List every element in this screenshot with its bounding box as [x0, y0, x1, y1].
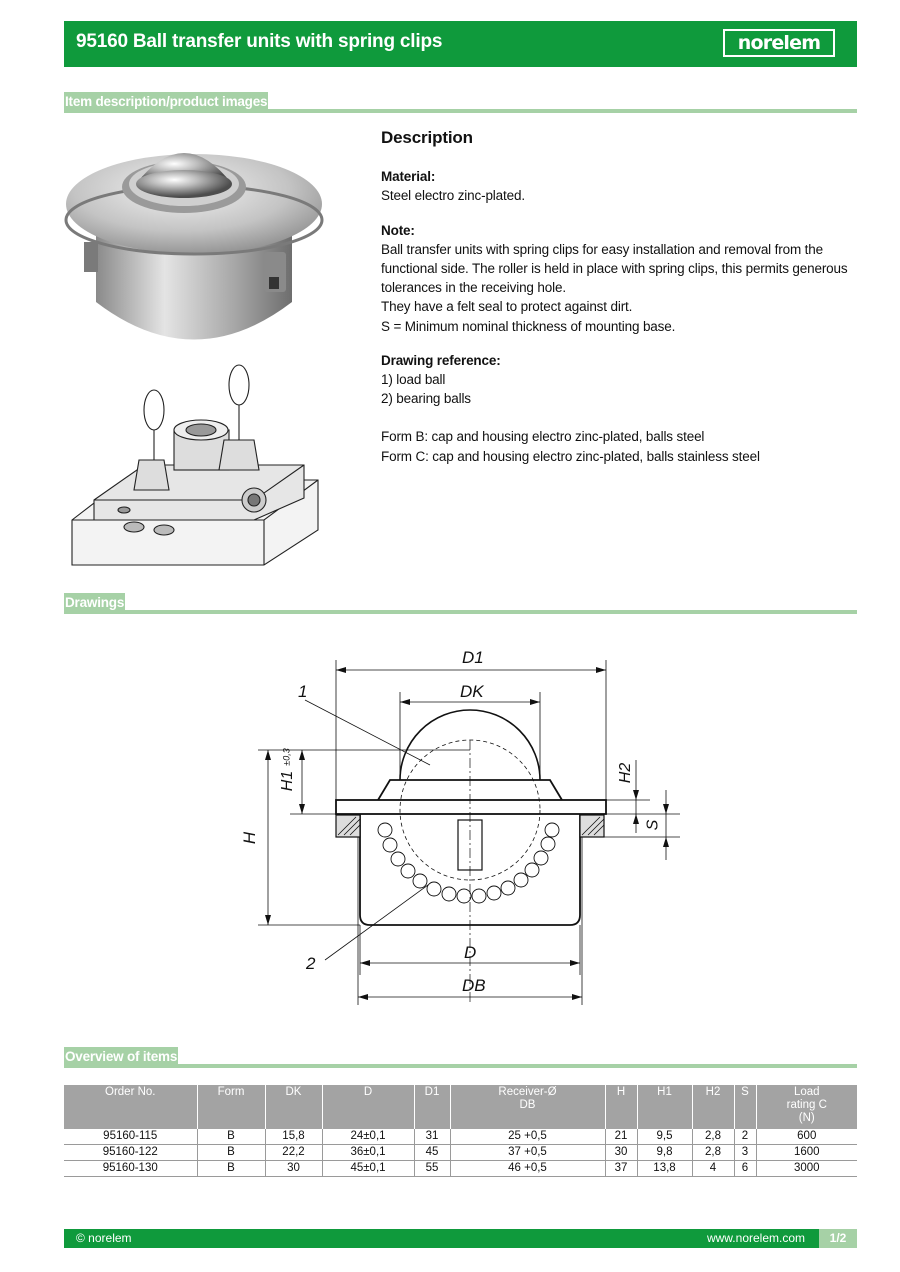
label-d1: D1: [462, 648, 484, 667]
label-d: D: [464, 943, 477, 962]
drawing-reference-heading: Drawing reference:: [381, 352, 501, 368]
section-label: Item description/product images: [65, 94, 268, 109]
description-title: Description: [381, 128, 473, 147]
label-h2: H2: [617, 762, 635, 784]
column-header: D1: [414, 1085, 450, 1129]
note-line: They have a felt seal to protect against dirt.: [381, 299, 633, 315]
page-number: 1/2: [819, 1229, 857, 1248]
section-overview: [64, 1047, 857, 1069]
column-header: Load rating C (N): [756, 1085, 857, 1129]
column-header: D: [322, 1085, 414, 1129]
technical-drawing: [230, 640, 690, 1010]
label-s: S: [644, 819, 662, 831]
page-title: 95160 Ball transfer units with spring clips: [76, 31, 443, 52]
material-text: Steel electro zinc-plated.: [381, 188, 525, 204]
label-dk: DK: [460, 682, 484, 701]
column-header: DK: [265, 1085, 322, 1129]
drawing-reference-line: 1) load ball: [381, 372, 446, 388]
page-footer: [64, 1229, 857, 1248]
column-header: H1: [637, 1085, 692, 1129]
table-row: 95160-115 B 15,8 24±0,1 31 25 +0,5 21 9,5 2,8 2 600: [64, 1129, 857, 1145]
copyright-text: © norelem: [76, 1231, 132, 1245]
material-heading: Material:: [381, 169, 436, 185]
column-header: Form: [197, 1085, 265, 1129]
section-drawings: [64, 593, 857, 615]
note-heading: Note:: [381, 222, 415, 238]
note-line: functional side. The roller is held in place with spring clips, this permits generous: [381, 261, 848, 277]
form-line: Form B: cap and housing electro zinc-plated, balls steel: [381, 429, 705, 445]
note-line: Ball transfer units with spring clips for easy installation and removal from the: [381, 241, 823, 257]
label-callout-2: 2: [306, 954, 316, 973]
label-h: H: [240, 831, 260, 845]
column-header: Receiver-Ø DB: [450, 1085, 605, 1129]
label-h1-tolerance: ±0,3: [281, 748, 292, 766]
description-block: [381, 128, 851, 466]
form-line: Form C: cap and housing electro zinc-plated, balls stainless steel: [381, 448, 760, 464]
norelem-logo: norelem: [723, 29, 835, 57]
column-header: H2: [692, 1085, 734, 1129]
note-line: tolerances in the receiving hole.: [381, 280, 566, 296]
label-h1: H1: [279, 770, 297, 792]
page-header: [64, 21, 857, 67]
table-row: 95160-122 B 22,2 36±0,1 45 37 +0,5 30 9,8 2,8 3 1600: [64, 1145, 857, 1161]
table-header-row: [64, 1085, 857, 1129]
label-callout-1: 1: [298, 682, 308, 701]
product-photo: [64, 132, 326, 354]
section-label: Drawings: [65, 595, 125, 610]
website-link[interactable]: www.norelem.com: [706, 1231, 805, 1245]
items-table: [64, 1085, 857, 1177]
section-item-description: [64, 92, 857, 114]
label-db: DB: [462, 976, 486, 995]
section-label: Overview of items: [65, 1049, 178, 1064]
column-header: H: [605, 1085, 637, 1129]
drawing-reference-line: 2) bearing balls: [381, 391, 471, 407]
column-header: Order No.: [64, 1085, 197, 1129]
application-illustration: [64, 360, 326, 570]
note-line: S = Minimum nominal thickness of mounting base.: [381, 318, 676, 334]
column-header: S: [734, 1085, 756, 1129]
table-row: 95160-130 B 30 45±0,1 55 46 +0,5 37 13,8 4 6 3000: [64, 1161, 857, 1177]
